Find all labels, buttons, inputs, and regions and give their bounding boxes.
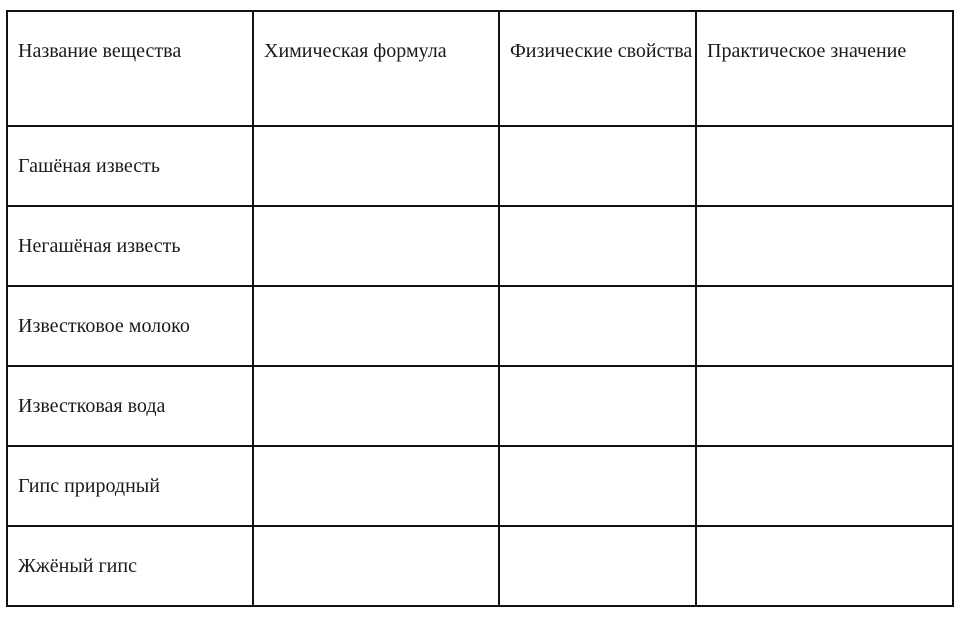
cell-properties[interactable] <box>499 126 696 206</box>
table-row <box>7 126 953 206</box>
cell-formula[interactable] <box>253 206 499 286</box>
cell-usage[interactable] <box>696 286 953 366</box>
cell-formula[interactable] <box>253 526 499 606</box>
substances-table <box>6 10 954 607</box>
cell-usage[interactable] <box>696 206 953 286</box>
cell-properties[interactable] <box>499 446 696 526</box>
table-row <box>7 286 953 366</box>
table-row <box>7 206 953 286</box>
cell-properties[interactable] <box>499 526 696 606</box>
cell-formula[interactable] <box>253 366 499 446</box>
cell-usage[interactable] <box>696 126 953 206</box>
header-practical-value-text: Практическое значение <box>707 40 907 62</box>
header-substance-name-text: Название вещества <box>18 40 182 62</box>
table-row <box>7 526 953 606</box>
cell-properties[interactable] <box>499 286 696 366</box>
cell-substance: Жжёный гипс <box>7 526 253 606</box>
cell-substance: Негашёная известь <box>7 206 253 286</box>
cell-formula[interactable] <box>253 126 499 206</box>
header-chemical-formula-text: Химическая формула <box>264 40 447 62</box>
cell-substance: Гипс природный <box>7 446 253 526</box>
cell-usage[interactable] <box>696 366 953 446</box>
table-row <box>7 366 953 446</box>
cell-substance: Известковая вода <box>7 366 253 446</box>
header-chemical-formula <box>253 11 499 126</box>
cell-formula[interactable] <box>253 286 499 366</box>
cell-properties[interactable] <box>499 366 696 446</box>
header-substance-name <box>7 11 253 126</box>
cell-substance: Известковое молоко <box>7 286 253 366</box>
cell-properties[interactable] <box>499 206 696 286</box>
cell-usage[interactable] <box>696 526 953 606</box>
table-row <box>7 446 953 526</box>
cell-substance: Гашёная известь <box>7 126 253 206</box>
header-physical-properties <box>499 11 696 126</box>
header-practical-value <box>696 11 953 126</box>
cell-formula[interactable] <box>253 446 499 526</box>
table-header-row <box>7 11 953 126</box>
cell-usage[interactable] <box>696 446 953 526</box>
header-physical-properties-text: Физические свойства <box>510 40 693 62</box>
